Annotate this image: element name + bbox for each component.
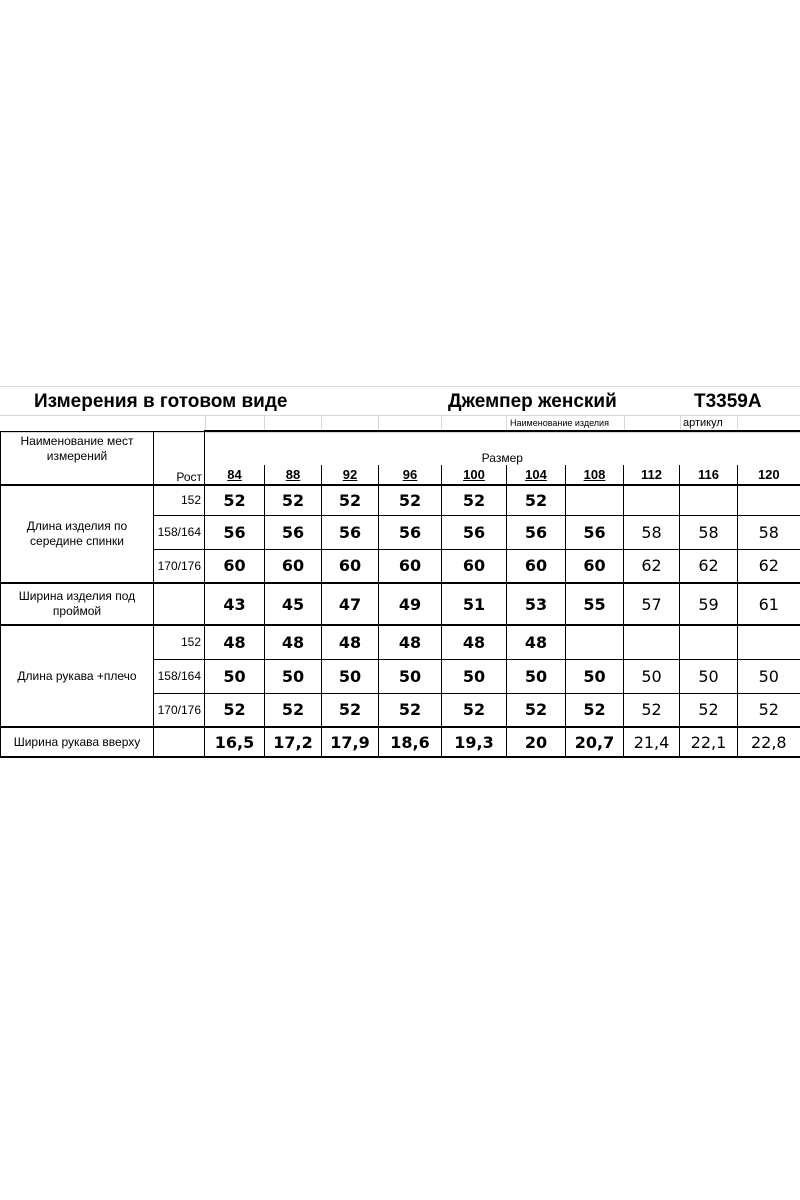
cell-100: 51	[442, 583, 507, 625]
cell-100: 52	[442, 485, 507, 515]
cell-88: 52	[265, 693, 322, 727]
cell-104: 56	[507, 515, 566, 549]
cell-104: 52	[507, 485, 566, 515]
cell-96: 52	[379, 485, 442, 515]
size-header: Размер	[205, 431, 800, 465]
cell-104: 20	[507, 727, 566, 757]
cell-116: 62	[680, 549, 738, 583]
cell-112: 21,4	[624, 727, 680, 757]
cell-108: 50	[566, 659, 624, 693]
size-96: 96	[379, 465, 442, 485]
cell-108: 52	[566, 693, 624, 727]
cell-84: 52	[205, 485, 265, 515]
height-value: 170/176	[154, 549, 205, 583]
cell-92: 60	[322, 549, 379, 583]
cell-116	[680, 485, 738, 515]
cell-92: 47	[322, 583, 379, 625]
table-row	[1, 485, 800, 515]
cell-112	[624, 485, 680, 515]
cell-96: 49	[379, 583, 442, 625]
measure-name: Длина рукава +плечо	[1, 625, 154, 727]
cell-116	[680, 625, 738, 659]
cell-88: 17,2	[265, 727, 322, 757]
height-header: Рост	[154, 431, 205, 485]
cell-88: 48	[265, 625, 322, 659]
cell-84: 16,5	[205, 727, 265, 757]
cell-120: 50	[738, 659, 800, 693]
cell-96: 48	[379, 625, 442, 659]
height-value: 170/176	[154, 693, 205, 727]
cell-112: 57	[624, 583, 680, 625]
cell-108	[566, 625, 624, 659]
cell-92: 52	[322, 485, 379, 515]
height-value: 158/164	[154, 515, 205, 549]
cell-96: 50	[379, 659, 442, 693]
cell-96: 18,6	[379, 727, 442, 757]
measure-name: Ширина изделия под проймой	[1, 583, 154, 625]
cell-92: 17,9	[322, 727, 379, 757]
cell-116: 52	[680, 693, 738, 727]
cell-104: 50	[507, 659, 566, 693]
cell-100: 48	[442, 625, 507, 659]
product-name: Джемпер женский	[448, 391, 617, 412]
cell-104: 60	[507, 549, 566, 583]
measure-name: Ширина рукава вверху	[1, 727, 154, 757]
cell-88: 52	[265, 485, 322, 515]
measure-name-header: Наименование мест измерений	[1, 431, 154, 485]
size-84: 84	[205, 465, 265, 485]
title-row	[0, 386, 800, 416]
cell-92: 56	[322, 515, 379, 549]
height-value	[154, 583, 205, 625]
cell-100: 52	[442, 693, 507, 727]
cell-116: 58	[680, 515, 738, 549]
size-88: 88	[265, 465, 322, 485]
size-116: 116	[680, 465, 738, 485]
table-row	[1, 727, 800, 757]
cell-84: 60	[205, 549, 265, 583]
size-112: 112	[624, 465, 680, 485]
cell-96: 56	[379, 515, 442, 549]
cell-120: 62	[738, 549, 800, 583]
cell-96: 52	[379, 693, 442, 727]
cell-84: 56	[205, 515, 265, 549]
cell-120: 58	[738, 515, 800, 549]
table-row	[1, 625, 800, 659]
measurements-table	[0, 430, 800, 758]
cell-84: 50	[205, 659, 265, 693]
height-value: 152	[154, 485, 205, 515]
cell-96: 60	[379, 549, 442, 583]
article-caption: артикул	[683, 417, 723, 429]
cell-112: 58	[624, 515, 680, 549]
cell-100: 56	[442, 515, 507, 549]
cell-88: 45	[265, 583, 322, 625]
cell-116: 50	[680, 659, 738, 693]
cell-116: 22,1	[680, 727, 738, 757]
cell-84: 52	[205, 693, 265, 727]
cell-112: 50	[624, 659, 680, 693]
cell-92: 48	[322, 625, 379, 659]
cell-120	[738, 485, 800, 515]
cell-108: 20,7	[566, 727, 624, 757]
cell-116: 59	[680, 583, 738, 625]
size-104: 104	[507, 465, 566, 485]
cell-120: 52	[738, 693, 800, 727]
size-92: 92	[322, 465, 379, 485]
cell-100: 60	[442, 549, 507, 583]
cell-104: 48	[507, 625, 566, 659]
cell-120	[738, 625, 800, 659]
cell-100: 50	[442, 659, 507, 693]
cell-108	[566, 485, 624, 515]
cell-120: 61	[738, 583, 800, 625]
cell-112: 62	[624, 549, 680, 583]
cell-92: 50	[322, 659, 379, 693]
height-value: 152	[154, 625, 205, 659]
size-100: 100	[442, 465, 507, 485]
measure-name: Длина изделия по середине спинки	[1, 485, 154, 583]
cell-120: 22,8	[738, 727, 800, 757]
height-value: 158/164	[154, 659, 205, 693]
cell-108: 60	[566, 549, 624, 583]
table-row	[1, 583, 800, 625]
cell-112: 52	[624, 693, 680, 727]
cell-84: 43	[205, 583, 265, 625]
size-120: 120	[738, 465, 800, 485]
sheet-header	[0, 386, 800, 433]
article-number: Т3359А	[694, 391, 762, 412]
cell-108: 56	[566, 515, 624, 549]
height-value	[154, 727, 205, 757]
size-108: 108	[566, 465, 624, 485]
cell-104: 53	[507, 583, 566, 625]
cell-108: 55	[566, 583, 624, 625]
cell-100: 19,3	[442, 727, 507, 757]
cell-88: 60	[265, 549, 322, 583]
cell-112	[624, 625, 680, 659]
product-caption: Наименование изделия	[510, 418, 609, 428]
cell-88: 50	[265, 659, 322, 693]
cell-92: 52	[322, 693, 379, 727]
cell-104: 52	[507, 693, 566, 727]
document-title: Измерения в готовом виде	[34, 391, 288, 412]
cell-88: 56	[265, 515, 322, 549]
cell-84: 48	[205, 625, 265, 659]
